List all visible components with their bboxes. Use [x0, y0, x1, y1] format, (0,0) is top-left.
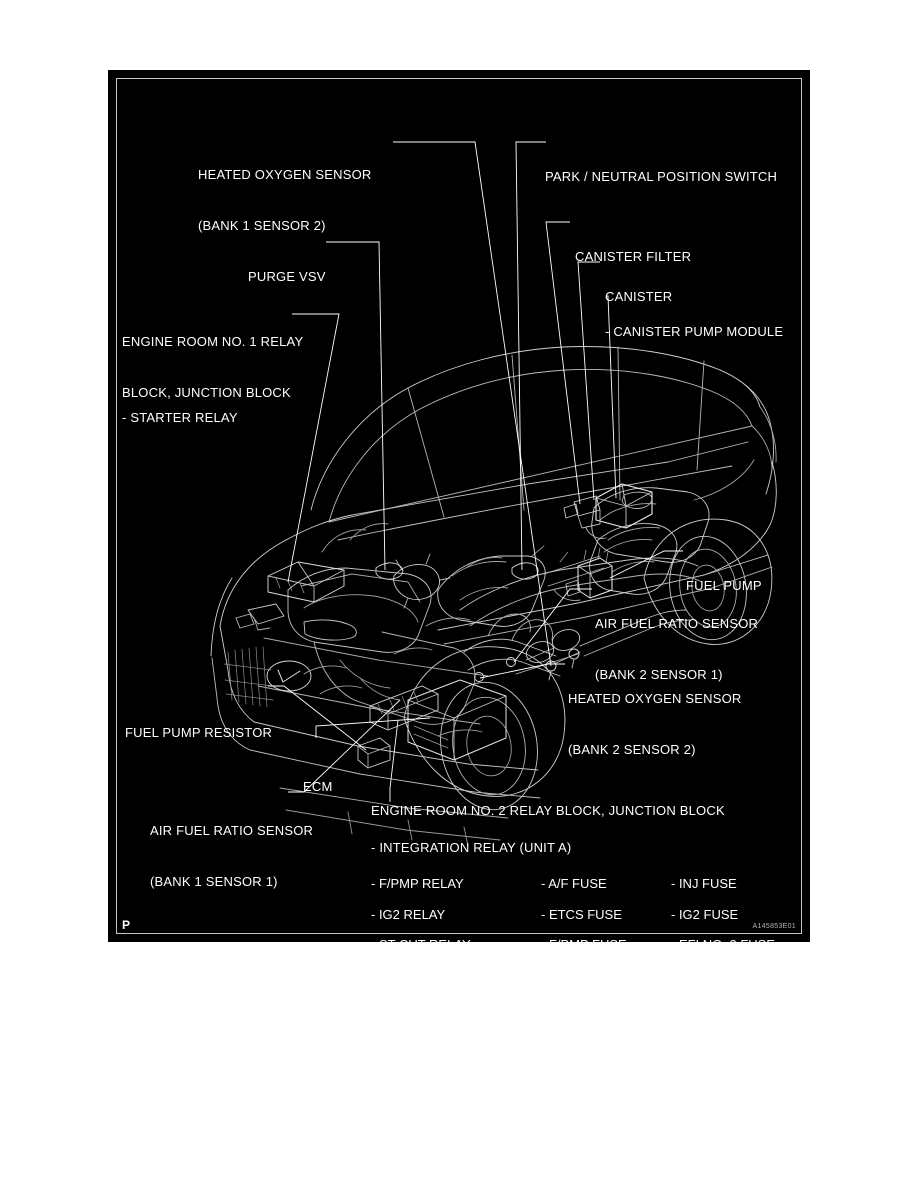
- callout-canister-pump-module: [605, 289, 783, 374]
- callout-line: (BANK 2 SENSOR 2): [568, 742, 696, 757]
- fuse-item: - ETCS FUSE: [541, 906, 622, 922]
- callout-line: CANISTER: [605, 289, 673, 304]
- callout-line: AIR FUEL RATIO SENSOR: [595, 616, 759, 631]
- relay-item: - F/PMP RELAY: [371, 876, 464, 891]
- fuse-item: - IG2 FUSE: [671, 906, 739, 922]
- fuse-column-2: [541, 869, 634, 991]
- fuse-item: - INJ FUSE: [671, 876, 737, 891]
- callout-line: FUEL PUMP RESISTOR: [125, 725, 273, 740]
- callout-fuel-pump-resistor: [125, 690, 272, 775]
- callout-line: - STARTER RELAY: [122, 410, 238, 425]
- relay-block-title: ENGINE ROOM NO. 2 RELAY BLOCK, JUNCTION BLOCK: [371, 803, 725, 818]
- callout-line: (BANK 1 SENSOR 2): [198, 218, 326, 233]
- fuse-item: - F/PMP FUSE: [541, 937, 627, 952]
- relay-column-1: [371, 869, 471, 991]
- callout-line: (BANK 2 SENSOR 1): [595, 667, 723, 682]
- callout-line: BLOCK, JUNCTION BLOCK: [122, 385, 291, 400]
- fuse-item: - F/PMP RELAY: [541, 967, 634, 983]
- relay-item: - IG2 RELAY: [371, 906, 446, 922]
- figure-code: A145853E01: [752, 923, 796, 930]
- fuse-item: - EFI NO. 2 FUSE: [671, 937, 776, 952]
- callout-line: ENGINE ROOM NO. 1 RELAY: [122, 334, 304, 349]
- relay-block-subtitle: - INTEGRATION RELAY (UNIT A): [371, 840, 572, 855]
- callout-park-neutral-position-switch: [545, 134, 777, 219]
- callout-line: (BANK 1 SENSOR 1): [150, 874, 278, 889]
- callout-heated-oxygen-sensor-b2s2: [568, 656, 742, 792]
- callout-line: ECM: [303, 779, 333, 794]
- callout-line: HEATED OXYGEN SENSOR: [568, 691, 742, 706]
- callout-line: AIR FUEL RATIO SENSOR: [150, 823, 314, 838]
- callout-line: HEATED OXYGEN SENSOR: [198, 167, 372, 182]
- relay-item: - ST CUT RELAY: [371, 937, 471, 952]
- fuse-item: - A/F FUSE: [541, 876, 607, 891]
- callout-line: - CANISTER PUMP MODULE: [605, 324, 784, 339]
- callout-line: PURGE VSV: [248, 269, 326, 284]
- callout-line: PARK / NEUTRAL POSITION SWITCH: [545, 169, 778, 184]
- fuse-column-3: [671, 869, 775, 961]
- callout-starter-relay: [122, 375, 238, 460]
- callout-line: FUEL PUMP: [686, 578, 762, 593]
- figure-panel: [108, 70, 810, 983]
- callout-line: CANISTER FILTER: [575, 249, 692, 264]
- page-corner-mark: P: [122, 918, 131, 932]
- relay-item: - A/F RELAY: [371, 967, 444, 983]
- callout-air-fuel-ratio-sensor-b1s1: [150, 788, 313, 924]
